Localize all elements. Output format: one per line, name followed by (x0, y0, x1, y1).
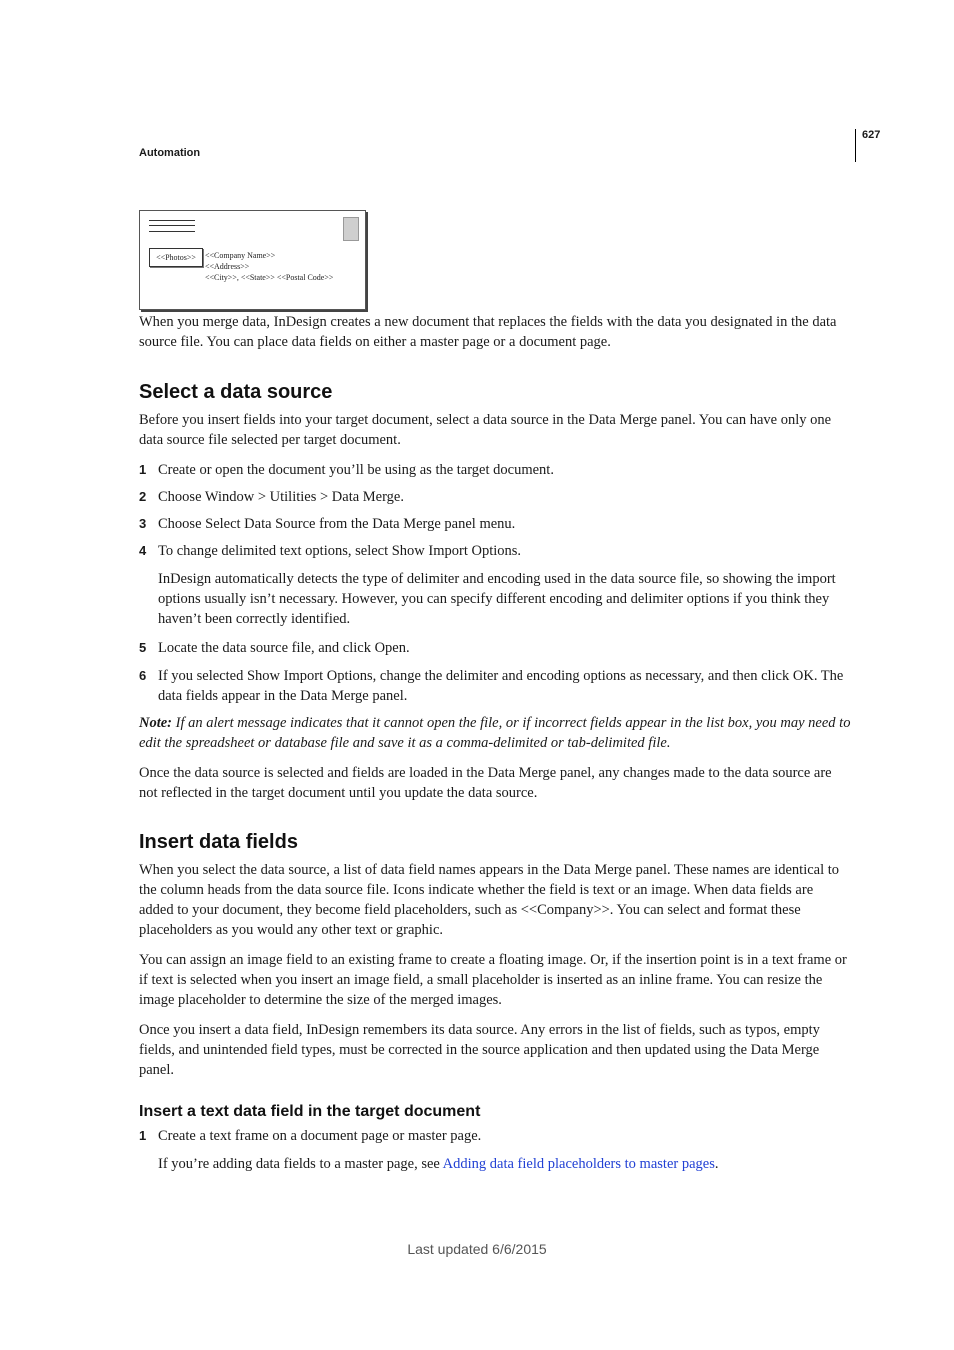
heading-select-data-source: Select a data source (139, 381, 333, 403)
step-text: Create a text frame on a document page or master page. (158, 1128, 482, 1144)
note-paragraph (139, 713, 851, 753)
section2-paragraph: When you select the data source, a list of data field names appears in the Data Merge panel. These names are identical to the column heads from the data source file. Icons indicate whether the field is text or an image. When data fields are added to your document, they become field placeholders, such as <<Company>>. You can select and format these placeholders as you would any other text or graphic. (139, 862, 840, 938)
step-text: Choose Window > Utilities > Data Merge. (158, 489, 404, 505)
intro-paragraph: When you merge data, InDesign creates a new document that replaces the fields with the data you designated in the data source file. You can place data fields on either a master page or a document page. (139, 314, 837, 350)
step-number: 2 (139, 489, 147, 504)
step-number: 5 (139, 640, 147, 655)
detail-prefix: If you’re adding data fields to a master page, see (158, 1156, 443, 1172)
text-line (149, 225, 195, 226)
section3-detail (158, 1154, 850, 1174)
step-number: 1 (139, 1128, 147, 1143)
address-line: <<Address>> (205, 262, 250, 271)
scrollbar-thumb (343, 217, 359, 241)
step-text: Choose Select Data Source from the Data Merge panel menu. (158, 516, 516, 532)
detail-suffix: . (714, 1156, 719, 1172)
heading-insert-text-data-field: Insert a text data field in the target document (139, 1103, 481, 1120)
address-line: <<Company Name>> (205, 251, 276, 260)
step-text: To change delimited text options, select Show Import Options. (158, 543, 522, 559)
section2-paragraph: Once you insert a data field, InDesign remembers its data source. Any errors in the list of fields, such as typos, empty fields, and unintended field types, must be corrected in the source application and then updated using the Data Merge panel. (139, 1022, 820, 1078)
step-number: 4 (139, 543, 147, 558)
step-text: If you selected Show Import Options, change the delimiter and encoding options as necessary, and then click OK. The data fields appear in the Data Merge panel. (158, 668, 844, 704)
address-line: <<City>>, <<State>> <<Postal Code>> (205, 273, 334, 282)
section1-intro: Before you insert fields into your target document, select a data source in the Data Merge panel. You can have only one data source file selected per target document. (139, 412, 832, 448)
section2-paragraph: You can assign an image field to an existing frame to create a floating image. Or, if the insertion point is in a text frame or if text is selected when you insert an image field, a small placeholder is inserted as an inline frame. You can resize the image placeholder to determine the size of the merged images. (139, 952, 847, 1008)
text-line (149, 220, 195, 221)
header-divider (855, 129, 856, 162)
note-text: If an alert message indicates that it cannot open the file, or if incorrect fields appear in the list box, you may need to edit the spreadsheet or database file and save it as a comma-delimited or tab-delimited file. (139, 715, 851, 751)
section1-closing: Once the data source is selected and fields are loaded in the Data Merge panel, any changes made to the data source are not reflected in the target document until you update the data source. (139, 765, 832, 801)
section-label: Automation (139, 147, 201, 159)
step-text: Create or open the document you’ll be using as the target document. (158, 462, 554, 478)
merge-template-figure (139, 210, 366, 310)
step-text: Locate the data source file, and click Open. (158, 640, 410, 656)
photo-placeholder-frame: <<Photos>> (149, 248, 203, 267)
step-number: 3 (139, 516, 147, 531)
last-updated-footer: Last updated 6/6/2015 (407, 1241, 547, 1257)
heading-insert-data-fields: Insert data fields (139, 831, 298, 853)
master-pages-link[interactable]: Adding data field placeholders to master pages (442, 1156, 715, 1172)
step-number: 1 (139, 462, 147, 477)
page-number: 627 (862, 129, 881, 141)
step-number: 6 (139, 668, 147, 683)
step4-detail: InDesign automatically detects the type of delimiter and encoding used in the data source file, so showing the import options usually isn’t necessary. However, you can specify different encoding and delimiter options if you think they haven’t been correctly identified. (158, 571, 836, 627)
note-label: Note: (139, 715, 173, 731)
text-line (149, 231, 195, 232)
